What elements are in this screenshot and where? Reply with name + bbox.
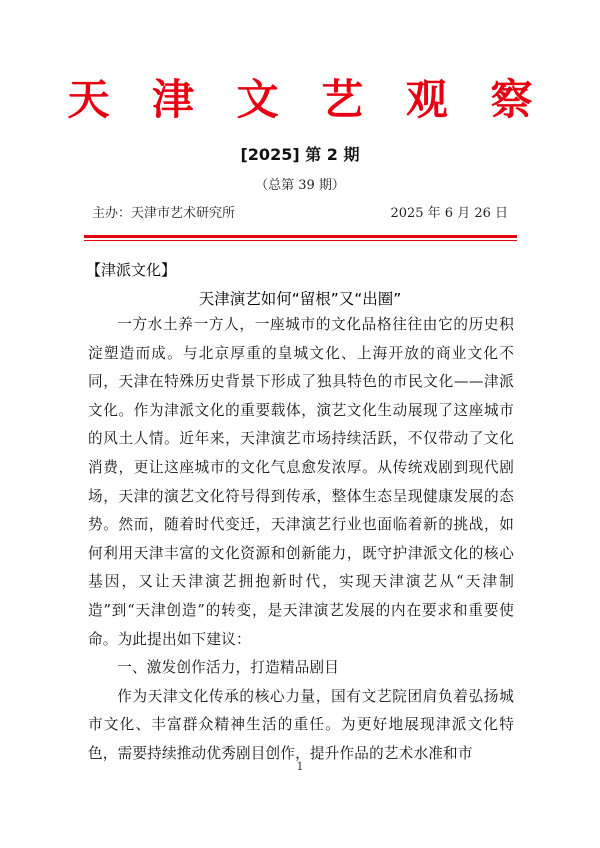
header-rule-thin [84,240,517,241]
organizer: 主办：天津市艺术研究所 [92,206,236,221]
section-label: 【津派文化】 [86,261,177,279]
masthead-title: 天 津 文 艺 观 察 [67,75,547,124]
total-issue-number: （总第 39 期） [255,178,345,193]
article-title: 天津演艺如何“留根”又“出圈” [198,290,402,308]
subheading: 一、激发创作活力，打造精品剧目 [117,659,340,677]
article-body [88,311,514,769]
body-paragraph: 一方水土养一方人，一座城市的文化品格往往由它的历史积淀塑造而成。与北京厚重的皇城文化、上海开放的商业文化不同，天津在特殊历史背景下形成了独具特色的市民文化——津派文化。作为津派文化的重要载体，演艺文化生动展现了这座城市的风土人情。近年来，天津演艺市场持续活跃，不仅带动了文化消费，更让这座城市的文化气息愈发浓厚。从传统戏剧到现代剧场，天津的演艺文化符号得到传承，整体生态呈现健康发展的态势。然而，随着时代变迁，天津演艺行业也面临着新的挑战，如何利用天津丰富的文化资源和创新能力，既守护津派文化的核心基因，又让天津演艺拥抱新时代，实现天津演艺从“天津制造”到“天津创造”的转变，是天津演艺发展的内在要求和重要使命。为此提出如下建议： [88,316,514,648]
publication-date: 2025 年 6 月 26 日 [390,206,508,221]
body-paragraph: 作为天津文化传承的核心力量，国有文艺院团肩负着弘扬城市文化、丰富群众精神生活的重任。为更好地展现津派文化特色，需要持续推动优秀剧目创作，提升作品的艺术水准和市 [88,687,514,762]
page-number: 1 [296,760,304,773]
header-rule-thick [84,235,517,238]
issue-number: [2025] 第 2 期 [240,145,360,164]
